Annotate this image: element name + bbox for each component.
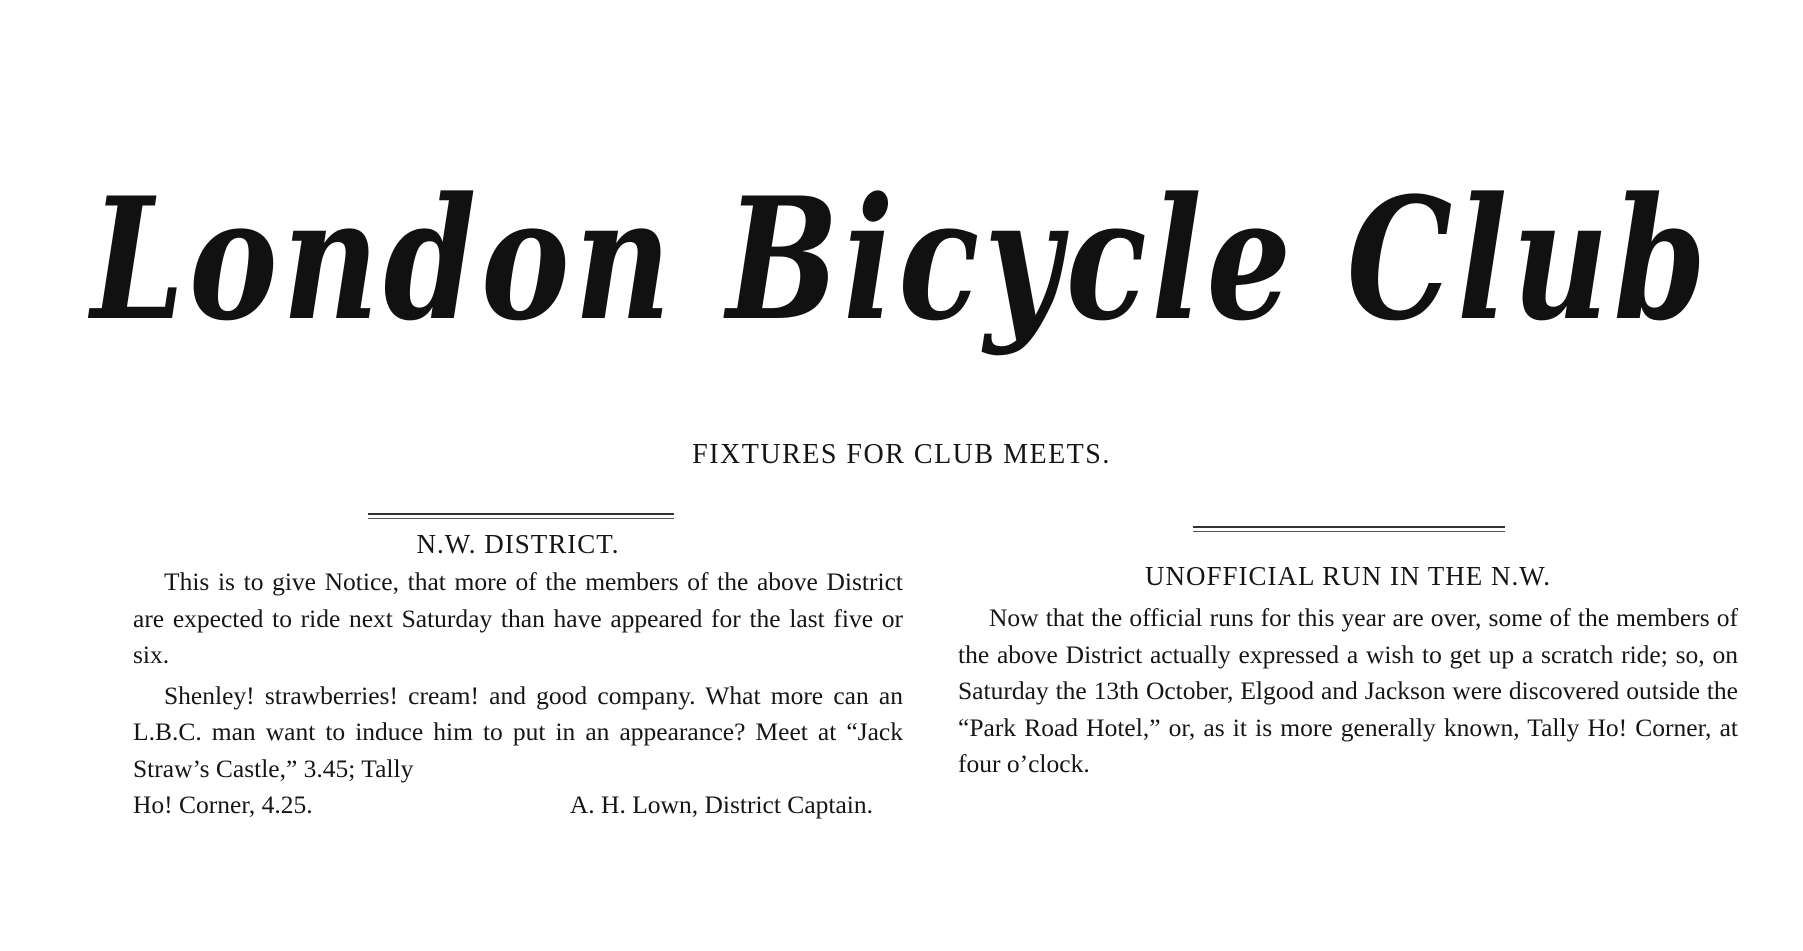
notice-paragraph: This is to give Notice, that more of the members of the above District are expected to ride next Saturday than have appeared for the last five or six.: [133, 567, 903, 669]
left-column-divider-rule: [368, 513, 674, 519]
district-captain-signature: A. H. Lown, District Captain.: [569, 790, 873, 819]
nw-district-notice: [133, 526, 903, 824]
masthead-blackletter: [0, 158, 1803, 368]
meet-details-paragraph: Shenley! strawberries! cream! and good company. What more can an L.B.C. man want to induce him to put in an appearance? Meet at “Jack Straw’s Castle,” 3.45; Tally: [133, 680, 903, 783]
nw-district-heading: N.W. DISTRICT.: [416, 529, 620, 559]
unofficial-run-heading: UNOFFICIAL RUN IN THE N.W.: [1144, 561, 1551, 591]
right-column-divider-rule: [1193, 526, 1505, 532]
unofficial-run-paragraph: Now that the official runs for this year are over, some of the members of the above District actually expressed a wish to get up a scratch ride; so, on Saturday the 13th October, Elgood and Jackson were discovered outside the “Park Road Hotel,” or, as it is more generally known, Tally Ho! Corner, at four o’clock.: [958, 603, 1738, 778]
masthead: [0, 158, 1803, 368]
fixtures-subheading: FIXTURES FOR CLUB MEETS.: [692, 439, 1111, 470]
meet-corner-time: Ho! Corner, 4.25.: [133, 790, 313, 819]
signoff-line: [133, 787, 903, 824]
unofficial-run-report: [958, 558, 1738, 783]
masthead-title: London Bicycle Club: [87, 160, 1711, 358]
